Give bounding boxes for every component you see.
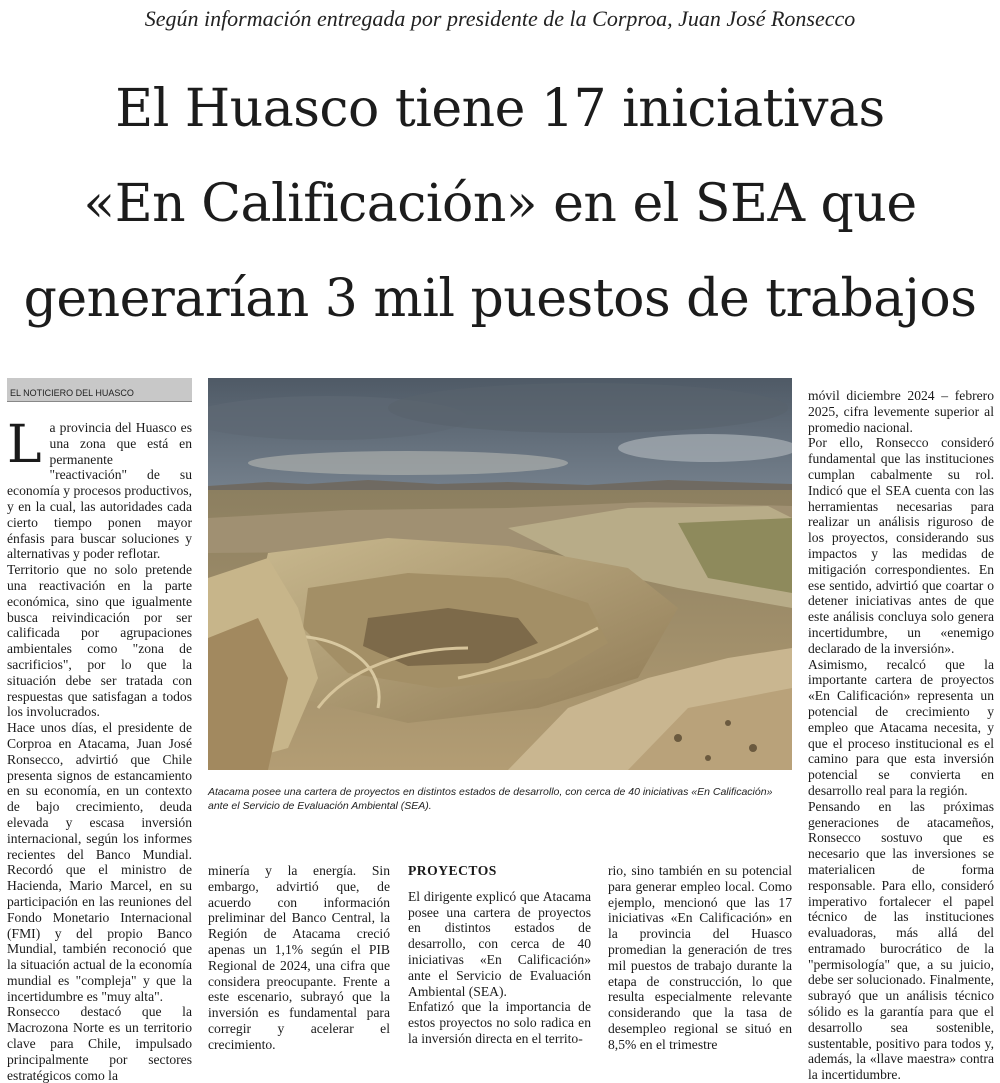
- column-4: [608, 863, 792, 1053]
- paragraph: Enfatizó que la importancia de estos proyectos no solo radica en la inversión directa en el territo-: [408, 999, 591, 1046]
- paragraph: rio, sino también en su potencial para generar empleo local. Como ejemplo, mencionó que las 17 iniciativas «En Calificación» en la provincia del Huasco promedian la generación de tres mil puestos de trabajo durante la etapa de construcción, lo que resulta especialmente relevante considerando que la tasa de desempleo regional se situó en 8,5% en el trimestre: [608, 863, 792, 1052]
- column-1: [7, 415, 192, 1083]
- column-2: [208, 863, 390, 1053]
- paragraph: minería y la energía. Sin embargo, advirtió que, de acuerdo con información preliminar del Banco Central, la Región de Atacama creció apenas un 1,1% según el PIB Regional de 2024, una cifra que considera preocupante. Frente a este escenario, subrayó que la inversión es fundamental para corregir y acelerar el crecimiento.: [208, 863, 390, 1052]
- photo-illustration: [208, 378, 792, 770]
- paragraph: móvil diciembre 2024 – febrero 2025, cifra levemente superior al promedio nacional.: [808, 388, 994, 435]
- headline: [10, 62, 990, 347]
- paragraph: Pensando en las próximas generaciones de atacameños, Ronsecco sostuvo que es necesario que las inversiones se materialicen de forma responsable. Para ello, consideró imperativo fortalecer el papel técnico de las instituciones evaluadoras, más allá del entramado burocrático de la "permisología" que, a su juicio, debe ser solucionado. Finalmente, subrayó que un análisis técnico sólido es la garantía para que el desarrollo sea sostenible, sustentable, positivo para todos y, además, la «llave maestra» contra la incertidumbre.: [808, 798, 994, 1083]
- headline-line-1: El Huasco tiene 17 iniciativas: [115, 79, 885, 139]
- mine-landscape-photo: [208, 378, 792, 770]
- paragraph: La provincia del Huasco es una zona que está en permanente "reactivación" de su economía y procesos productivos, y en la cual, las autoridades cada cierto tiempo ponen mayor énfasis para buscar soluciones y alternativas y poder reflotar.: [7, 415, 192, 562]
- byline: EL NOTICIERO DEL HUASCO: [7, 378, 192, 402]
- photo-caption: Atacama posee una cartera de proyectos en distintos estados de desarrollo, con cerca de 40 iniciativas «En Calificación» ante el Servicio de Evaluación Ambiental (SEA).: [208, 786, 773, 812]
- paragraph: Territorio que no solo pretende una reactivación en la parte económica, sino que igualmente busca reivindicación por ser calificada por agrupaciones ambientales como "zona de sacrificios", por lo que la situación debe ser tratada con respuestas que satisfagan a todos los involucrados.: [7, 562, 192, 720]
- headline-line-3: generarían 3 mil puestos de trabajos: [23, 269, 977, 329]
- drop-cap: L: [7, 415, 42, 475]
- paragraph: Hace unos días, el presidente de Corproa en Atacama, Juan José Ronsecco, advirtió que Chile presenta signos de estancamiento en su economía, en un contexto de bajo crecimiento, deuda elevada y escasa inversión internacional, según los informes recientes del Banco Mundial. Recordó que el ministro de Hacienda, Mario Marcel, en su participación en las reuniones del Fondo Monetario Internacional (FMI) y del propio Banco Mundial, también reconoció que la situación actual de la economía mundial es "compleja" y que la incertidumbre es "muy alta".: [7, 720, 192, 1004]
- kicker: Según información entregada por presidente de la Corproa, Juan José Ronsecco: [144, 6, 856, 31]
- column-5: [808, 388, 994, 1083]
- paragraph: Por ello, Ronsecco consideró fundamental que las instituciones cumplan cabalmente su rol. Indicó que el SEA cuenta con las herramientas necesarias para realizar un análisis riguroso de los proyectos, considerando sus impactos y las medidas de mitigación correspondientes. En ese sentido, advirtió que coartar o detener iniciativas antes de que este análisis concluya solo genera incertidumbre, un «enemigo declarado de la inversión».: [808, 435, 994, 656]
- column-3: [408, 863, 591, 1047]
- section-subhead: PROYECTOS: [408, 863, 497, 878]
- paragraph: Ronsecco destacó que la Macrozona Norte es un territorio clave para Chile, impulsado principalmente por sectores estratégicos como la: [7, 1004, 192, 1083]
- headline-line-2: «En Calificación» en el SEA que: [83, 174, 917, 234]
- paragraph: El dirigente explicó que Atacama posee una cartera de proyectos en distintos estados de desarrollo, con cerca de 40 iniciativas «En Calificación» ante el Servicio de Evaluación Ambiental (SEA).: [408, 888, 591, 999]
- paragraph: Asimismo, recalcó que la importante cartera de proyectos «En Calificación» representa un potencial de crecimiento y empleo que Atacama necesita, y que el proceso institucional es el camino para que esta inversión potencial se convierta en desarrollo real para la región.: [808, 656, 994, 798]
